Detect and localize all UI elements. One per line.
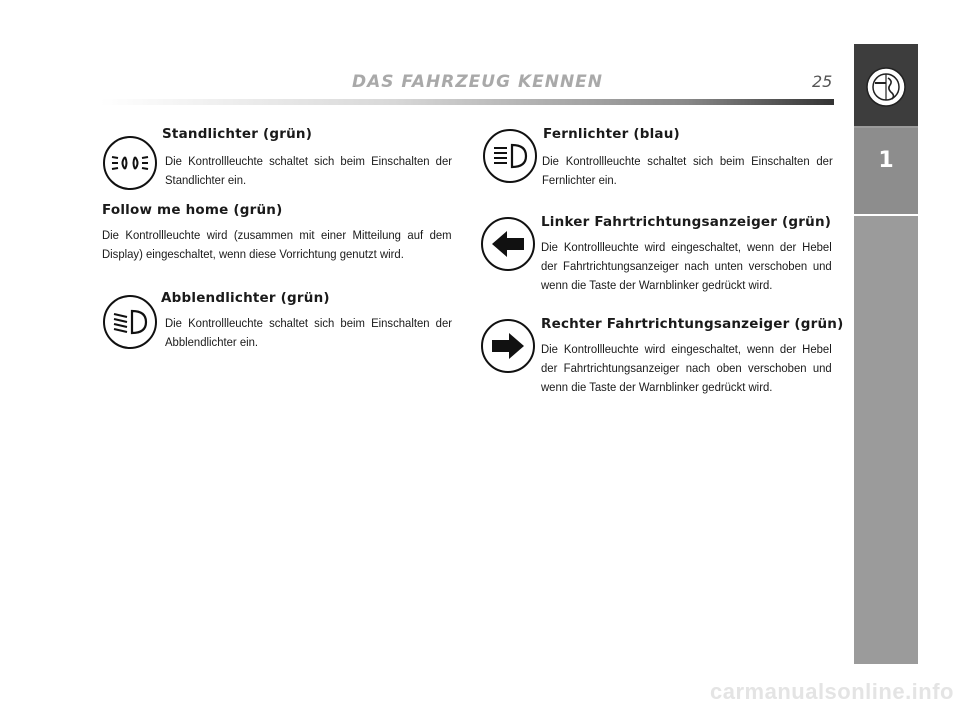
text-rechter-fahrtrichtungsanzeiger: Die Kontrollleuchte wird eingeschaltet, wenn der Hebel der Fahrtrichtungsanzeiger nach oben verschoben und wenn die Taste der Warnblinker gedrückt wird.: [541, 342, 832, 394]
header-rule: [100, 99, 834, 105]
watermark: carmanualsonline.info: [710, 679, 954, 704]
parking-light-icon: [102, 135, 158, 191]
chapter-indicator: [854, 128, 918, 216]
text-follow-me-home: Die Kontrollleuchte wird (zusammen mit einer Mitteilung auf dem Display) eingeschaltet, wenn diese Vorrichtung genutzt wird.: [102, 228, 452, 261]
page-header-title: DAS FAHRZEUG KENNEN: [352, 72, 604, 92]
heading-linker-fahrtrichtungsanzeiger: Linker Fahrtrichtungsanzeiger (grün): [541, 214, 832, 230]
text-linker-fahrtrichtungsanzeiger: Die Kontrollleuchte wird eingeschaltet, wenn der Hebel der Fahrtrichtungsanzeiger nach unten verschoben und wenn die Taste der Warnblinker gedrückt wird.: [541, 240, 832, 292]
brand-logo-box: [854, 44, 918, 126]
text-abblendlichter: Die Kontrollleuchte schaltet sich beim Einschalten der Abblendlichter ein.: [165, 316, 453, 349]
text-fernlichter: Die Kontrollleuchte schaltet sich beim Einschalten der Fernlichter ein.: [542, 154, 833, 187]
heading-abblendlichter: Abblendlichter (grün): [161, 290, 330, 306]
chapter-number: 1: [878, 148, 894, 173]
low-beam-icon: [102, 294, 158, 350]
right-arrow-icon: [480, 318, 536, 374]
alfa-romeo-logo-icon: [865, 66, 907, 108]
text-standlichter: Die Kontrollleuchte schaltet sich beim Einschalten der Standlichter ein.: [165, 154, 453, 187]
chapter-side-tab: [854, 44, 918, 664]
left-arrow-icon: [480, 216, 536, 272]
heading-fernlichter: Fernlichter (blau): [543, 126, 680, 142]
page-number: 25: [812, 72, 833, 91]
heading-standlichter: Standlichter (grün): [162, 126, 313, 142]
high-beam-icon: [482, 128, 538, 184]
heading-follow-me-home: Follow me home (grün): [102, 202, 283, 218]
heading-rechter-fahrtrichtungsanzeiger: Rechter Fahrtrichtungsanzeiger (grün): [541, 316, 844, 332]
